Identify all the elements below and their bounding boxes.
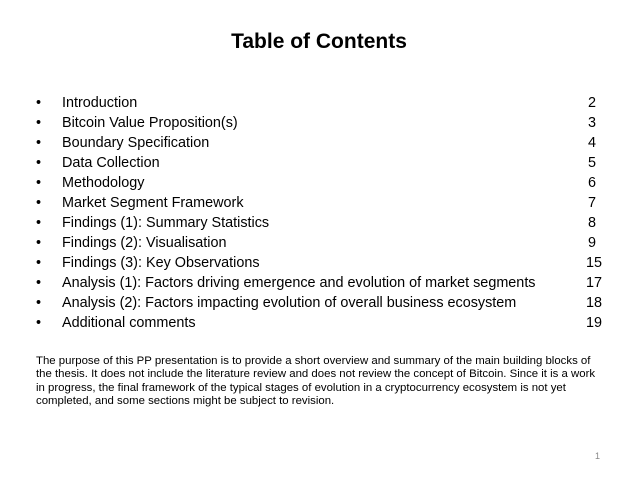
toc-item-label: Findings (2): Visualisation [62, 235, 227, 251]
toc-item [36, 253, 606, 273]
toc-item-page: 8 [587, 215, 596, 231]
toc-item [36, 113, 606, 133]
slide-number: 1 [594, 451, 600, 461]
toc-item [36, 193, 606, 213]
toc-item-label: Findings (3): Key Observations [62, 255, 260, 271]
toc-item [36, 233, 606, 253]
toc-item-page: 18 [585, 295, 602, 311]
bullet-icon: • [36, 135, 42, 151]
bullet-icon: • [36, 175, 42, 191]
toc-item-page: 9 [587, 235, 596, 251]
toc-item [36, 93, 606, 113]
bullet-icon: • [36, 275, 42, 291]
toc-item-label: Analysis (1): Factors driving emergence and evolution of market segments [62, 275, 536, 291]
toc-item-page: 3 [587, 115, 596, 131]
toc-item [36, 153, 606, 173]
toc-item-page: 6 [587, 175, 596, 191]
toc-item-page: 17 [585, 275, 602, 291]
toc-item-page: 19 [585, 315, 602, 331]
toc-item-label: Market Segment Framework [62, 195, 244, 211]
toc-item [36, 293, 606, 313]
bullet-icon: • [36, 295, 42, 311]
bullet-icon: • [36, 115, 42, 131]
toc-item-label: Data Collection [62, 155, 160, 171]
toc-item-label: Boundary Specification [62, 135, 210, 151]
toc-item [36, 213, 606, 233]
toc-item [36, 133, 606, 153]
slide-title: Table of Contents [231, 30, 407, 53]
toc-item-label: Methodology [62, 175, 145, 191]
bullet-icon: • [36, 95, 42, 111]
toc-item-label: Introduction [62, 95, 138, 111]
toc-item-label: Analysis (2): Factors impacting evolution of overall business ecosystem [62, 295, 517, 311]
bullet-icon: • [36, 235, 42, 251]
bullet-icon: • [36, 255, 42, 271]
bullet-icon: • [36, 155, 42, 171]
toc-item-page: 7 [587, 195, 596, 211]
toc-item-page: 2 [587, 95, 596, 111]
bullet-icon: • [36, 315, 42, 331]
toc-item-label: Additional comments [62, 315, 196, 331]
toc-item [36, 273, 606, 293]
toc-item-label: Bitcoin Value Proposition(s) [62, 115, 238, 131]
bullet-icon: • [36, 195, 42, 211]
toc-item-page: 4 [587, 135, 596, 151]
toc-item [36, 313, 606, 333]
bullet-icon: • [36, 215, 42, 231]
presentation-note: The purpose of this PP presentation is to provide a short overview and summary of the main building blocks of the thesis. It does not include the literature review and does not review the concept of Bitcoin. Since it is a work in progress, the final framework of the typical stages of evolution in a cryptocurrency ecosystem is not yet completed, and some sections might be subject to revision. [36, 355, 596, 407]
toc-item [36, 173, 606, 193]
table-of-contents-list [36, 93, 606, 333]
toc-item-page: 15 [585, 255, 602, 271]
toc-item-page: 5 [587, 155, 596, 171]
toc-item-label: Findings (1): Summary Statistics [62, 215, 270, 231]
